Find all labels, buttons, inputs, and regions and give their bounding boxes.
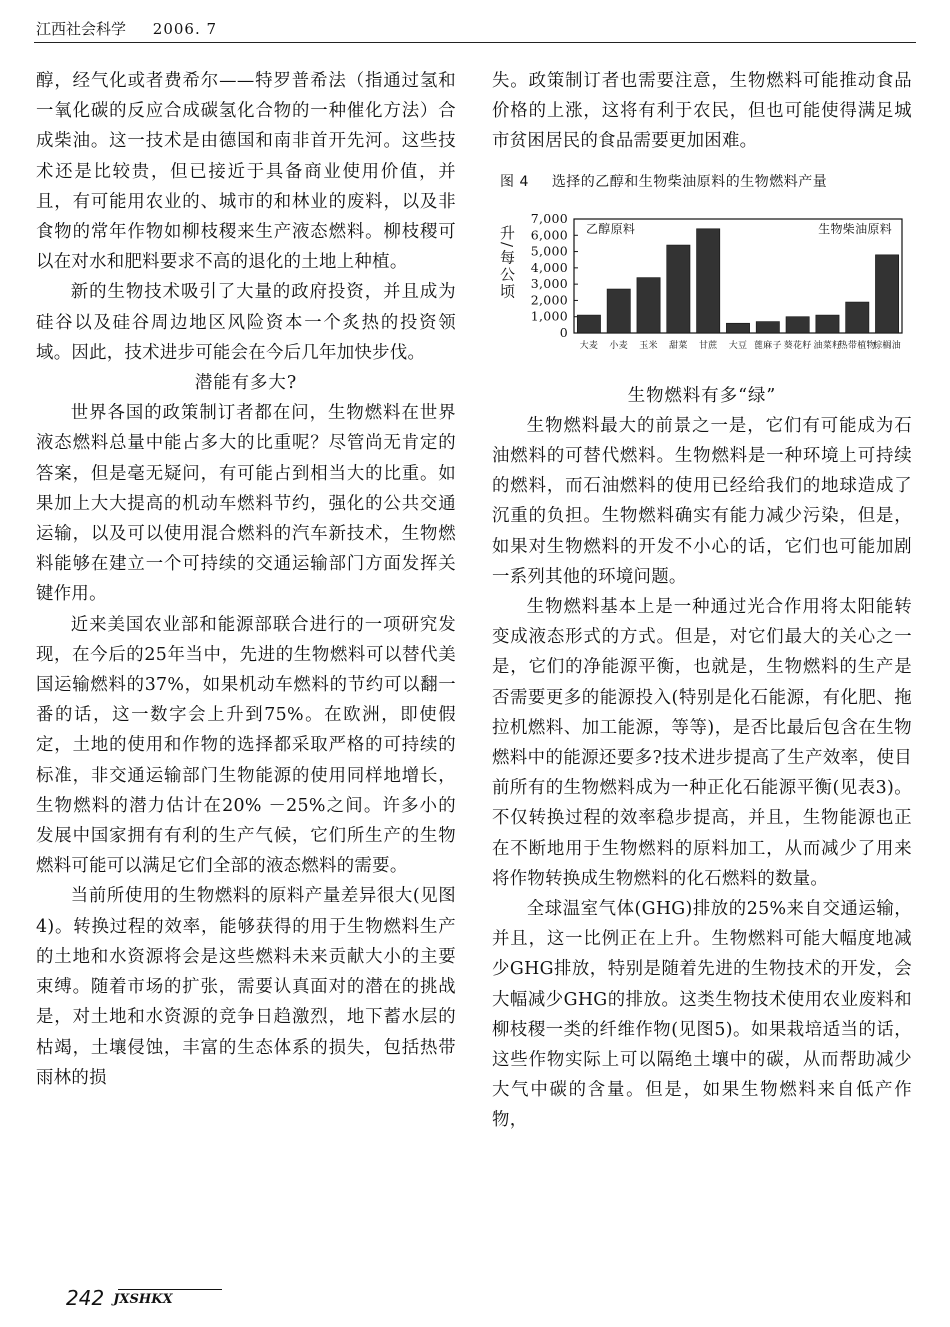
- paragraph: 失。政策制订者也需要注意，生物燃料可能推动食品价格的上涨，这将有利于农民，但也可能使得满足城市贫困居民的食品需要更加困难。: [492, 71, 912, 152]
- x-tick-label: 甘蔗: [698, 340, 718, 351]
- bar: [637, 277, 660, 332]
- bar: [846, 302, 869, 333]
- running-header: [36, 18, 916, 44]
- journal-code-rule: [118, 1289, 222, 1290]
- paragraph: 生物燃料最大的前景之一是，它们有可能成为石油燃料的可替代燃料。生物燃料是一种环境上可持续的燃料，而石油燃料的使用已经给我们的地球造成了沉重的负担。生物燃料确实有能力减少污染，但是，如果对生物燃料的开发不小心的话，它们也可能加剧一系列其他的环境问题。: [492, 415, 912, 587]
- paragraph: 生物燃料基本上是一种通过光合作用将太阳能转变成液态形式的方式。但是，对它们最大的关心之一是，它们的净能源平衡，也就是，生物燃料的生产是否需要更多的能源投入(特别是化石能源，有化肥、拖拉机燃料、加工能源，等等)，是否比最后包含在生物燃料中的能源还要多?技术进步提高了生产效率，使目前所有的生物燃料成为一种正化石能源平衡(见表3)。不仅转换过程的效率稳步提高，并且，生物能源也正在不断地用于生物燃料的原料加工，从而减少了用来将作物转换成生物燃料的化石燃料的数量。: [492, 597, 912, 889]
- bar: [697, 228, 720, 332]
- page-number: 242: [66, 1286, 105, 1310]
- figure-number: 图 4: [500, 173, 529, 190]
- paragraph: 近来美国农业部和能源部联合进行的一项研究发现，在今后的25年当中，先进的生物燃料可以替代美国运输燃料的37%，如果机动车燃料的节约可以翻一番的话，这一数字会上升到75%。在欧洲，即使假定，土地的使用和作物的选择都采取严格的可持续的标准，非交通运输部门生物能源的使用同样地增长，生物燃料的潜力估计在20% －25%之间。许多小的发展中国家拥有有利的生产气候，它们所生产的生物燃料可能可以满足它们全部的液态燃料的需要。: [36, 614, 456, 877]
- journal-name: 江西社会科学: [36, 20, 127, 38]
- y-tick-label: 4,000: [530, 259, 568, 275]
- y-tick-label: 5,000: [530, 243, 568, 259]
- issue-number: 2006. 7: [152, 20, 218, 38]
- x-tick-label: 棕榈油: [873, 340, 902, 351]
- figure-4-chart: [492, 199, 912, 359]
- y-tick-label: 6,000: [530, 226, 568, 242]
- y-tick-label: 2,000: [530, 292, 568, 308]
- x-tick-label: 葵花籽: [783, 340, 812, 351]
- x-tick-label: 蓖麻子: [753, 340, 782, 351]
- bar: [875, 254, 898, 332]
- left-column: [36, 66, 456, 1093]
- paragraph: 醇，经气化或者费希尔——特罗普希法（指通过氢和一氧化碳的反应合成碳氢化合物的一种催化方法）合成柴油。这一技术是由德国和南非首开先河。这些技术还是比较贵，但已接近于具备商业使用价值，并且，有可能用农业的、城市的和林业的废料，以及非食物的常年作物如柳枝稷来生产液态燃料。柳枝稷可以在对水和肥料要求不高的退化的土地上种植。: [36, 71, 456, 273]
- figure-caption: [500, 171, 912, 193]
- x-tick-label: 大豆: [728, 340, 748, 351]
- paragraph: 全球温室气体(GHG)排放的25%来自交通运输，并且，这一比例正在上升。生物燃料可能大幅度地减少GHG排放，特别是随着先进的生物技术的开发，会大幅减少GHG的排放。这类生物技术使用农业废料和柳枝稷一类的纤维作物(见图5)。如果栽培适当的话，这些作物实际上可以隔绝土壤中的碳，从而帮助减少大气中碳的含量。但是，如果生物燃料来自低产作物，: [492, 899, 912, 1131]
- section-heading: 潜能有多大?: [194, 373, 298, 394]
- bar: [667, 245, 690, 333]
- paragraph: 新的生物技术吸引了大量的政府投资，并且成为硅谷以及硅谷周边地区风险资本一个炙热的投资领域。因此，技术进步可能会在今后几年加快步伐。: [36, 282, 456, 363]
- y-tick-label: 0: [559, 324, 568, 340]
- group-label-biodiesel: 生物柴油原料: [818, 221, 892, 236]
- paragraph: 当前所使用的生物燃料的原料产量差异很大(见图4)。转换过程的效率，能够获得的用于生物燃料生产的土地和水资源将会是这些燃料未来贡献大小的主要束缚。随着市场的扩张，需要认真面对的潜在的挑战是，对土地和水资源的竞争日趋激烈，地下蓄水层的枯竭，土壤侵蚀，丰富的生态体系的损失，包括热带雨林的损: [36, 886, 456, 1088]
- paragraph: 世界各国的政策制订者都在问，生物燃料在世界液态燃料总量中能占多大的比重呢？尽管尚无肯定的答案，但是毫无疑问，有可能占到相当大的比重。如果加上大大提高的机动车燃料节约，强化的公共交通运输，以及可以使用混合燃料的汽车新技术，生物燃料能够在建立一个可持续的交通运输部门方面发挥关键作用。: [36, 403, 456, 605]
- x-tick-label: 小麦: [609, 340, 629, 351]
- y-tick-label: 1,000: [530, 308, 568, 324]
- journal-code: JXSHKX: [113, 1292, 173, 1307]
- x-tick-label: 甜菜: [669, 340, 688, 351]
- bar: [607, 289, 630, 333]
- x-tick-label: 大麦: [579, 340, 599, 351]
- header-divider: [34, 42, 916, 43]
- bar: [816, 315, 839, 333]
- right-column-body: [492, 381, 912, 1136]
- y-tick-label: 7,000: [530, 210, 568, 226]
- section-heading: 生物燃料有多“绿”: [627, 385, 777, 406]
- x-tick-label: 玉米: [639, 340, 658, 351]
- figure-caption-text: 选择的乙醇和生物柴油原料的生物燃料产量: [551, 173, 828, 190]
- x-tick-label: 热带植物: [838, 340, 876, 351]
- chart-y-axis-label: 升/每公顷: [498, 224, 516, 300]
- x-tick-label: 油菜籽: [813, 340, 842, 351]
- bar: [786, 316, 809, 332]
- bar: [756, 321, 779, 332]
- bar: [726, 323, 749, 333]
- page-footer: [66, 1286, 173, 1316]
- bar-chart-svg: [492, 199, 912, 359]
- group-label-ethanol: 乙醇原料: [586, 221, 636, 236]
- y-tick-label: 3,000: [530, 275, 568, 291]
- right-column: [492, 66, 912, 1136]
- bar: [577, 315, 600, 333]
